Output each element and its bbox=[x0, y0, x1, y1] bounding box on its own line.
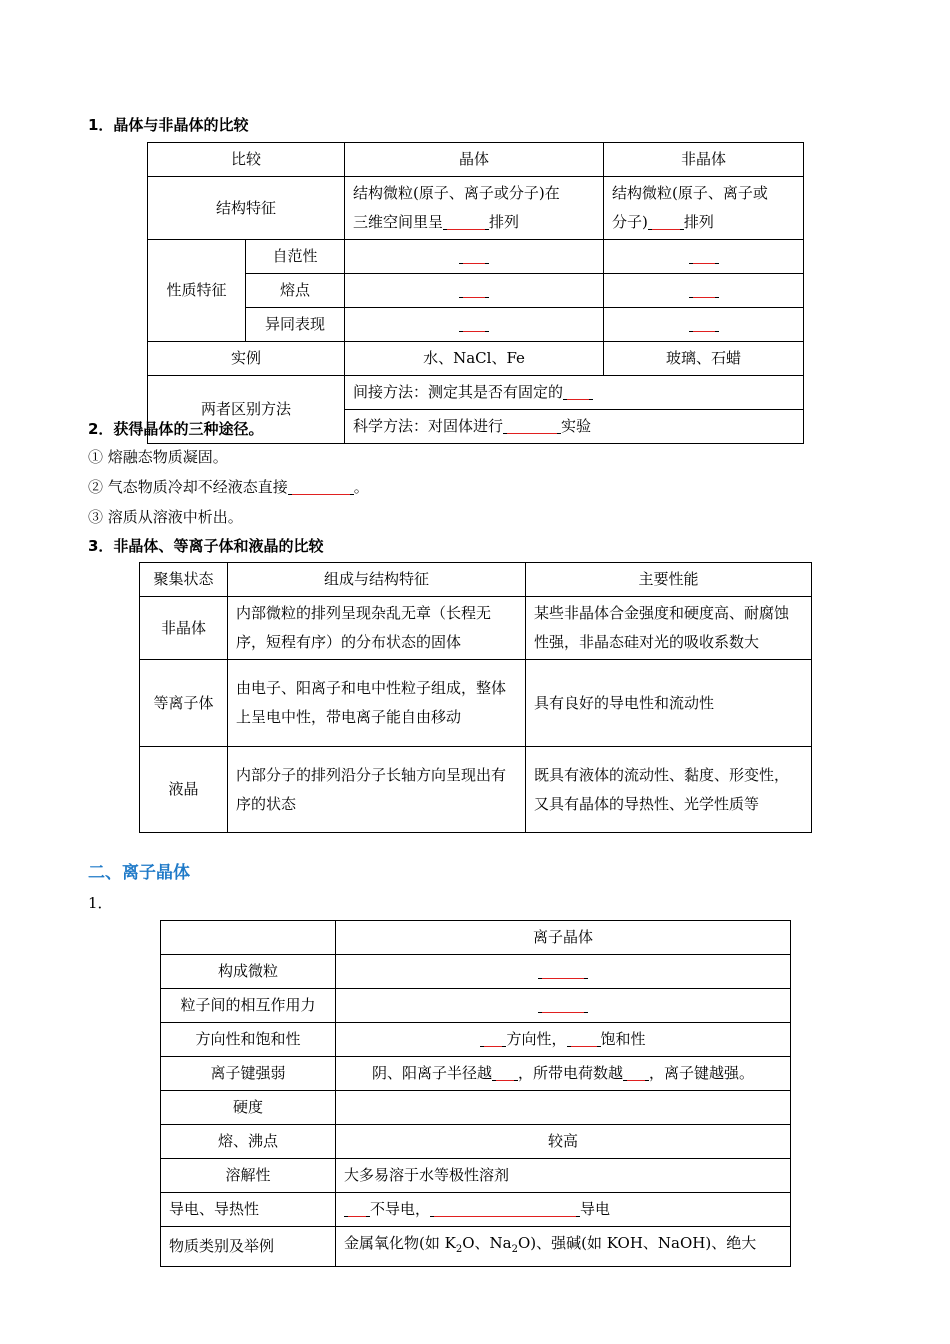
performance-amorphous: 某些非晶体合金强度和硬度高、耐腐蚀性强，非晶态硅对光的吸收系数大 bbox=[526, 597, 812, 660]
heading-states-comparison: 3．非晶体、等离子体和液晶的比较 bbox=[88, 537, 324, 555]
feature-liquid-crystal: 内部分子的排列沿分子长轴方向呈现出有序的状态 bbox=[228, 747, 526, 833]
method-label: 两者区别方法 bbox=[148, 376, 345, 444]
answer-blank[interactable] bbox=[689, 313, 719, 332]
answer-blank[interactable] bbox=[648, 211, 684, 230]
row-label-direction: 方向性和饱和性 bbox=[161, 1023, 336, 1057]
performance-liquid-crystal: 既具有液体的流动性、黏度、形变性，又具有晶体的导热性、光学性质等 bbox=[526, 747, 812, 833]
prop-anisotropy: 异同表现 bbox=[246, 308, 345, 342]
header-compare: 比较 bbox=[148, 143, 345, 177]
row-label-melting-point: 熔、沸点 bbox=[161, 1125, 336, 1159]
performance-plasma: 具有良好的导电性和流动性 bbox=[526, 660, 812, 747]
structure-label: 结构特征 bbox=[148, 177, 345, 240]
answer-blank[interactable] bbox=[480, 1028, 506, 1047]
method-line-3: ③ 溶质从溶液中析出。 bbox=[88, 508, 243, 526]
method-line-1: ① 熔融态物质凝固。 bbox=[88, 448, 228, 466]
row-label-particles: 构成微粒 bbox=[161, 955, 336, 989]
row-label-examples: 物质类别及举例 bbox=[161, 1227, 336, 1267]
header-feature: 组成与结构特征 bbox=[228, 563, 526, 597]
header-ionic-crystal: 离子晶体 bbox=[336, 921, 791, 955]
header-crystal: 晶体 bbox=[345, 143, 604, 177]
row-label-solubility: 溶解性 bbox=[161, 1159, 336, 1193]
answer-blank[interactable] bbox=[503, 415, 561, 434]
answer-blank[interactable] bbox=[344, 1198, 370, 1217]
state-plasma: 等离子体 bbox=[140, 660, 228, 747]
row-label-interaction: 粒子间的相互作用力 bbox=[161, 989, 336, 1023]
solubility-value: 大多易溶于水等极性溶剂 bbox=[336, 1159, 791, 1193]
crystal-comparison-table bbox=[147, 142, 804, 444]
property-label: 性质特征 bbox=[148, 240, 246, 342]
row-label-bond-strength: 离子键强弱 bbox=[161, 1057, 336, 1091]
method-indirect: 间接方法：测定其是否有固定的 bbox=[345, 376, 804, 410]
heading-crystal-methods: 2．获得晶体的三种途径。 bbox=[88, 420, 264, 438]
method-scientific: 科学方法：对固体进行 实验 bbox=[345, 410, 804, 444]
state-liquid-crystal: 液晶 bbox=[140, 747, 228, 833]
answer-blank[interactable] bbox=[459, 279, 489, 298]
header-performance: 主要性能 bbox=[526, 563, 812, 597]
prop-melting-point: 熔点 bbox=[246, 274, 345, 308]
header-state: 聚集状态 bbox=[140, 563, 228, 597]
direction-value: 方向性， 饱和性 bbox=[336, 1023, 791, 1057]
answer-blank[interactable] bbox=[563, 381, 593, 400]
answer-blank[interactable] bbox=[430, 1198, 580, 1217]
answer-blank[interactable] bbox=[459, 245, 489, 264]
melting-point-value: 较高 bbox=[336, 1125, 791, 1159]
answer-blank[interactable] bbox=[689, 245, 719, 264]
answer-blank[interactable] bbox=[443, 211, 489, 230]
answer-blank[interactable] bbox=[623, 1062, 649, 1081]
answer-blank[interactable] bbox=[459, 313, 489, 332]
feature-plasma: 由电子、阳离子和电中性粒子组成，整体上呈电中性，带电离子能自由移动 bbox=[228, 660, 526, 747]
ionic-crystal-table bbox=[160, 920, 791, 1267]
examples-value: 金属氧化物(如 $K_2O$、$Na_2O$)、强碱(如 KOH、NaOH)、绝大 bbox=[336, 1227, 791, 1267]
header-amorphous: 非晶体 bbox=[604, 143, 804, 177]
structure-amorphous: 结构微粒(原子、离子或 分子) 排列 bbox=[604, 177, 804, 240]
answer-blank[interactable] bbox=[567, 1028, 601, 1047]
hardness-value bbox=[336, 1091, 791, 1125]
prop-self-shaping: 自范性 bbox=[246, 240, 345, 274]
answer-blank[interactable] bbox=[492, 1062, 518, 1081]
answer-blank[interactable] bbox=[288, 476, 354, 495]
row-label-hardness: 硬度 bbox=[161, 1091, 336, 1125]
item-number: 1． bbox=[88, 894, 113, 912]
header-empty bbox=[161, 921, 336, 955]
structure-crystal: 结构微粒(原子、离子或分子)在 三维空间里呈 排列 bbox=[345, 177, 604, 240]
answer-blank[interactable] bbox=[689, 279, 719, 298]
feature-amorphous: 内部微粒的排列呈现杂乱无章（长程无序，短程有序）的分布状态的固体 bbox=[228, 597, 526, 660]
method-line-2: ② 气态物质冷却不经液态直接 。 bbox=[88, 478, 369, 496]
states-comparison-table bbox=[139, 562, 812, 833]
state-amorphous: 非晶体 bbox=[140, 597, 228, 660]
example-crystal: 水、NaCl、Fe bbox=[345, 342, 604, 376]
bond-strength-value: 阴、阳离子半径越 ，所带电荷数越 ，离子键越强。 bbox=[336, 1057, 791, 1091]
answer-blank[interactable] bbox=[538, 960, 588, 979]
heading-crystal-comparison: 1．晶体与非晶体的比较 bbox=[88, 116, 249, 134]
conductivity-value: 不导电， 导电 bbox=[336, 1193, 791, 1227]
example-amorphous: 玻璃、石蜡 bbox=[604, 342, 804, 376]
section-title-ionic-crystal: 二、离子晶体 bbox=[88, 863, 190, 883]
row-label-conductivity: 导电、导热性 bbox=[161, 1193, 336, 1227]
answer-blank[interactable] bbox=[538, 994, 588, 1013]
example-label: 实例 bbox=[148, 342, 345, 376]
